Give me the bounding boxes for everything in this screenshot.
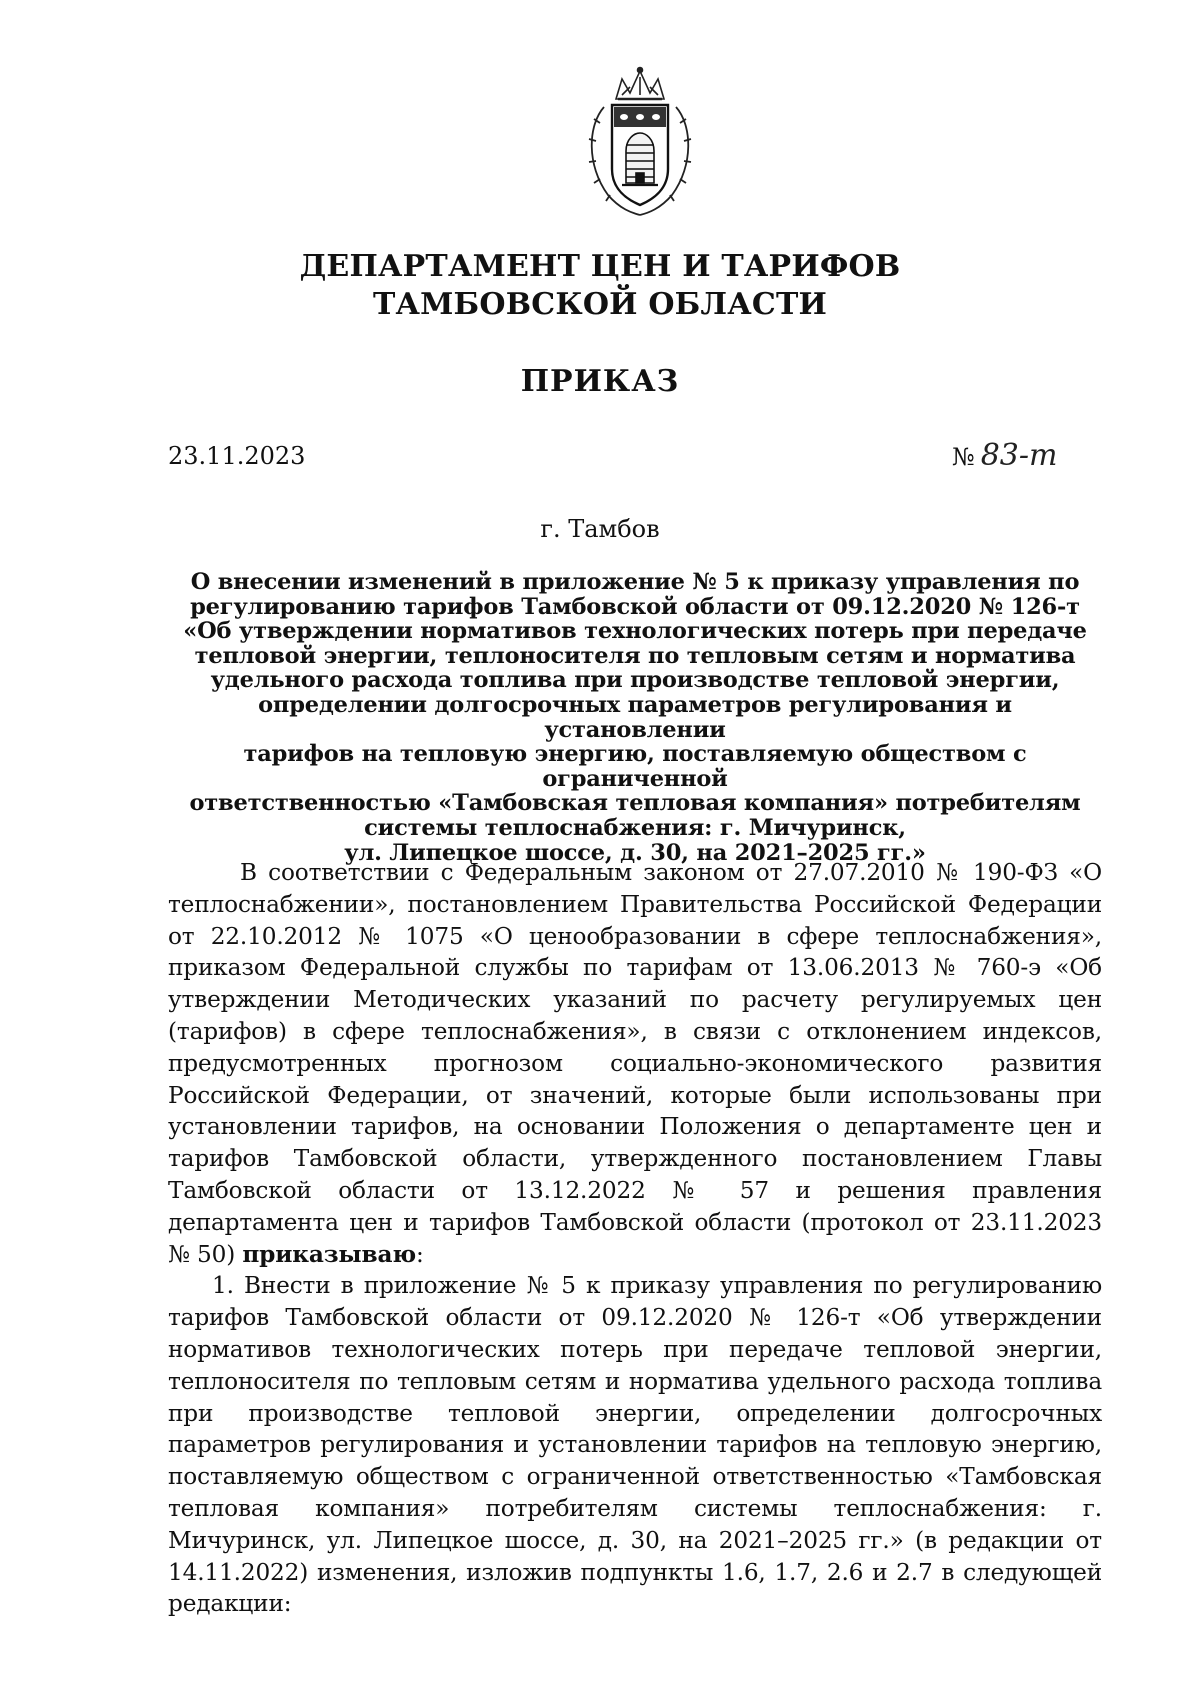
- subject-line: тепловой энергии, теплоносителя по тепловым сетям и норматива: [194, 642, 1076, 669]
- subject-line: удельного расхода топлива при производстве тепловой энергии,: [210, 667, 1060, 694]
- organization-line-2: ТАМБОВСКОЙ ОБЛАСТИ: [372, 287, 828, 322]
- subject-line: ул. Липецкое шоссе, д. 30, на 2021–2025 гг.»: [344, 839, 926, 866]
- organization-line-1: ДЕПАРТАМЕНТ ЦЕН И ТАРИФОВ: [299, 249, 901, 284]
- item-1-paragraph: 1. Внести в приложение № 5 к приказу управления по регулированию тарифов Тамбовской области от 09.12.2020 № 126-т «Об утверждении нормативов технологических потерь при передаче тепловой энергии, теплоносителя по тепловым сетям и норматива удельного расхода топлива при производстве тепловой энергии, определении долгосрочных параметров регулирования и установлении тарифов на тепловую энергию, поставляемую обществом с ограниченной ответственностью «Тамбовская тепловая компания» потребителям системы теплоснабжения: г. Мичуринск, ул. Липецкое шоссе, д. 30, на 2021–2025 гг.» (в редакции от 14.11.2022) изменения, изложив подпункты 1.6, 1.7, 2.6 и 2.7 в следующей редакции:: [168, 1272, 1102, 1618]
- tambov-coat-of-arms-icon: [578, 65, 702, 217]
- subject-line: системы теплоснабжения: г. Мичуринск,: [364, 814, 906, 841]
- subject-line: ответственностью «Тамбовская тепловая компания» потребителям: [189, 790, 1081, 817]
- number-sign: №: [952, 443, 975, 471]
- subject-line: О внесении изменений в приложение № 5 к приказу управления по: [190, 569, 1080, 595]
- subject-line: определении долгосрочных параметров регулирования и установлении: [258, 691, 1012, 743]
- handwritten-number: 83-т: [980, 438, 1058, 473]
- document-date: 23.11.2023: [168, 442, 306, 470]
- subject-line: тарифов на тепловую энергию, поставляемую обществом с ограниченной: [243, 741, 1027, 792]
- command-word: приказываю: [242, 1240, 416, 1268]
- preamble-text: В соответствии с Федеральным законом от 27.07.2010 № 190-ФЗ «О теплоснабжении», постановлением Правительства Российской Федерации от 22.10.2012 № 1075 «О ценообразовании в сфере теплоснабжения», приказом Федеральной службы по тарифам от 13.06.2013 № 760-э «Об утверждении Методических указаний по расчету регулируемых цен (тарифов) в сфере теплоснабжения», в связи с отклонением индексов, предусмотренных прогнозом социально-экономического развития Российской Федерации, от значений, которые были использованы при установлении тарифов, на основании Положения о департаменте цен и тарифов Тамбовской области, утвержденного постановлением Главы Тамбовской области от 13.12.2022 № 57 и решения правления департамента цен и тарифов Тамбовской области (протокол от 23.11.2023 № 50): [168, 859, 1102, 1268]
- document-type: ПРИКАЗ: [520, 364, 680, 399]
- document-city: г. Тамбов: [540, 515, 660, 543]
- command-colon: :: [415, 1240, 424, 1268]
- preamble-paragraph: [168, 857, 1102, 1270]
- document-subject: [168, 570, 1102, 865]
- document-number: [952, 440, 1057, 473]
- subject-line: регулированию тарифов Тамбовской области от 09.12.2020 № 126-т: [190, 593, 1080, 620]
- organization-title: [0, 248, 1200, 324]
- document-body: [168, 857, 1102, 1620]
- subject-line: «Об утверждении нормативов технологических потерь при передаче: [183, 618, 1087, 645]
